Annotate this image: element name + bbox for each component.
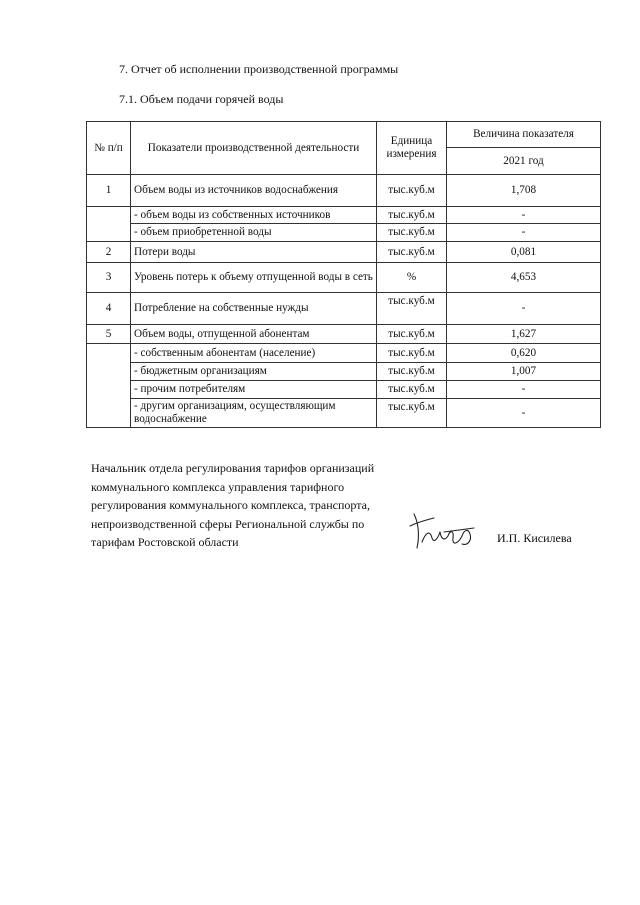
row-indicator: Потери воды [131, 242, 377, 263]
position-line: тарифам Ростовской области [91, 535, 239, 550]
signatory-position [91, 459, 421, 552]
header-value: Величина показателя [447, 122, 601, 148]
row-number [87, 344, 131, 428]
row-unit: тыс.куб.м [377, 363, 447, 381]
row-number: 2 [87, 242, 131, 263]
table-row [87, 207, 601, 224]
table-row [87, 344, 601, 363]
row-unit: тыс.куб.м [377, 325, 447, 344]
table-row [87, 381, 601, 399]
row-indicator: - объем приобретенной воды [131, 224, 377, 242]
row-value: 4,653 [447, 263, 601, 293]
position-line: непроизводственной сферы Региональной службы по [91, 516, 365, 531]
row-indicator: - другим организациям, осуществляющим водоснабжение [131, 399, 377, 428]
row-number: 3 [87, 263, 131, 293]
row-unit: тыс.куб.м [377, 399, 447, 428]
header-year: 2021 год [447, 148, 601, 175]
row-value: 0,620 [447, 344, 601, 363]
row-unit: тыс.куб.м [377, 344, 447, 363]
position-line: коммунального комплекса управления тарифного [91, 479, 345, 494]
row-indicator: - бюджетным организациям [131, 363, 377, 381]
row-number: 4 [87, 293, 131, 325]
row-unit: тыс.куб.м [377, 175, 447, 207]
row-value: - [447, 207, 601, 224]
row-indicator: Потребление на собственные нужды [131, 293, 377, 325]
row-indicator: Объем воды из источников водоснабжения [131, 175, 377, 207]
row-unit: тыс.куб.м [377, 381, 447, 399]
row-indicator: Объем воды, отпущенной абонентам [131, 325, 377, 344]
subsection-title: 7.1. Объем подачи горячей воды [119, 92, 284, 106]
row-unit: тыс.куб.м [377, 242, 447, 263]
table-row [87, 263, 601, 293]
water-supply-table [86, 121, 601, 428]
table-row [87, 293, 601, 325]
table-row [87, 175, 601, 207]
row-number: 1 [87, 175, 131, 207]
position-line: Начальник отдела регулирования тарифов организаций [91, 461, 375, 475]
header-unit: Единица измерения [377, 122, 447, 175]
row-value: 1,007 [447, 363, 601, 381]
row-indicator: - собственным абонентам (население) [131, 344, 377, 363]
row-value: - [447, 224, 601, 242]
table-row [87, 399, 601, 428]
row-value: - [447, 399, 601, 428]
handwritten-signature [404, 508, 478, 552]
row-unit: тыс.куб.м [377, 207, 447, 224]
row-value: - [447, 381, 601, 399]
row-number: 5 [87, 325, 131, 344]
position-line: регулирования коммунального комплекса, транспорта, [91, 498, 370, 513]
row-value: 1,627 [447, 325, 601, 344]
row-indicator: - объем воды из собственных источников [131, 207, 377, 224]
row-indicator: Уровень потерь к объему отпущенной воды в сеть [131, 263, 377, 293]
row-value: 0,081 [447, 242, 601, 263]
section-title: 7. Отчет об исполнении производственной программы [119, 62, 399, 76]
row-unit: % [377, 263, 447, 293]
header-indicator: Показатели производственной деятельности [131, 122, 377, 175]
table-row [87, 363, 601, 381]
row-unit: тыс.куб.м [377, 224, 447, 242]
row-unit: тыс.куб.м [377, 293, 447, 325]
table-row [87, 242, 601, 263]
row-indicator: - прочим потребителям [131, 381, 377, 399]
table-row [87, 224, 601, 242]
signer-name: И.П. Кисилева [497, 531, 572, 545]
row-value: - [447, 293, 601, 325]
table-row [87, 325, 601, 344]
header-number: № п/п [87, 122, 131, 175]
row-value: 1,708 [447, 175, 601, 207]
row-number [87, 207, 131, 242]
